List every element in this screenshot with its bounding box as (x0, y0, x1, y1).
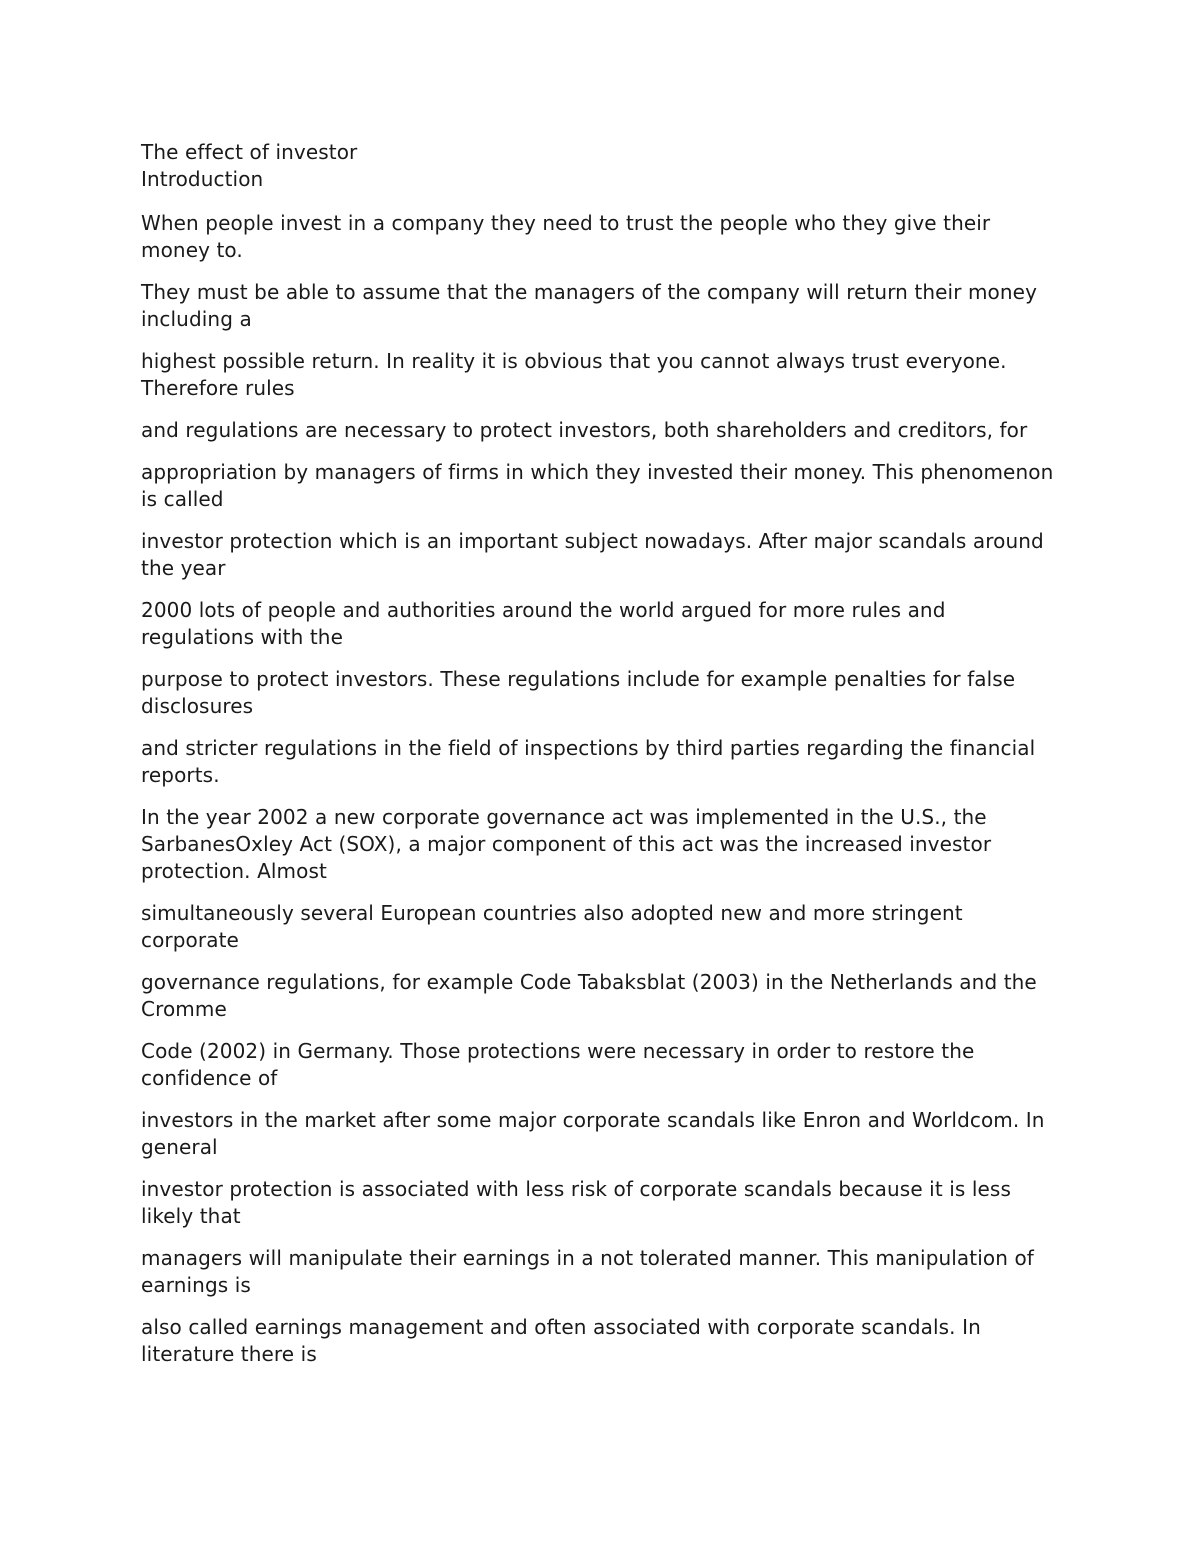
paragraph: They must be able to assume that the managers of the company will return their money including a (141, 280, 1038, 331)
section-heading: Introduction (141, 167, 264, 191)
paragraph: When people invest in a company they need to trust the people who they give their money to. (141, 211, 991, 262)
paragraph: governance regulations, for example Code Tabaksblat (2003) in the Netherlands and the Cromme (141, 970, 1037, 1021)
paragraph: highest possible return. In reality it is obvious that you cannot always trust everyone. Therefore rules (141, 349, 1007, 400)
paragraph: 2000 lots of people and authorities around the world argued for more rules and regulations with the (141, 598, 946, 649)
paragraph: investor protection which is an important subject nowadays. After major scandals around the year (141, 529, 1044, 580)
paragraph: also called earnings management and often associated with corporate scandals. In literature there is (141, 1315, 981, 1366)
paragraph: and stricter regulations in the field of inspections by third parties regarding the financial reports. (141, 736, 1036, 787)
paragraph: investors in the market after some major corporate scandals like Enron and Worldcom. In general (141, 1108, 1045, 1159)
paragraph: purpose to protect investors. These regulations include for example penalties for false disclosures (141, 667, 1016, 718)
document-body (141, 139, 1061, 1368)
paragraph: Code (2002) in Germany. Those protections were necessary in order to restore the confidence of (141, 1039, 975, 1090)
paragraph: and regulations are necessary to protect investors, both shareholders and creditors, for (141, 418, 1028, 442)
paragraph: appropriation by managers of firms in which they invested their money. This phenomenon is called (141, 460, 1054, 511)
paragraph: investor protection is associated with less risk of corporate scandals because it is less likely that (141, 1177, 1011, 1228)
document-title: The effect of investor (141, 140, 358, 164)
paragraph: simultaneously several European countries also adopted new and more stringent corporate (141, 901, 963, 952)
paragraph: In the year 2002 a new corporate governance act was implemented in the U.S., the SarbanesOxley Act (SOX), a major component of this act was the increased investor protection. Almost (141, 805, 992, 883)
paragraph: managers will manipulate their earnings in a not tolerated manner. This manipulation of earnings is (141, 1246, 1034, 1297)
